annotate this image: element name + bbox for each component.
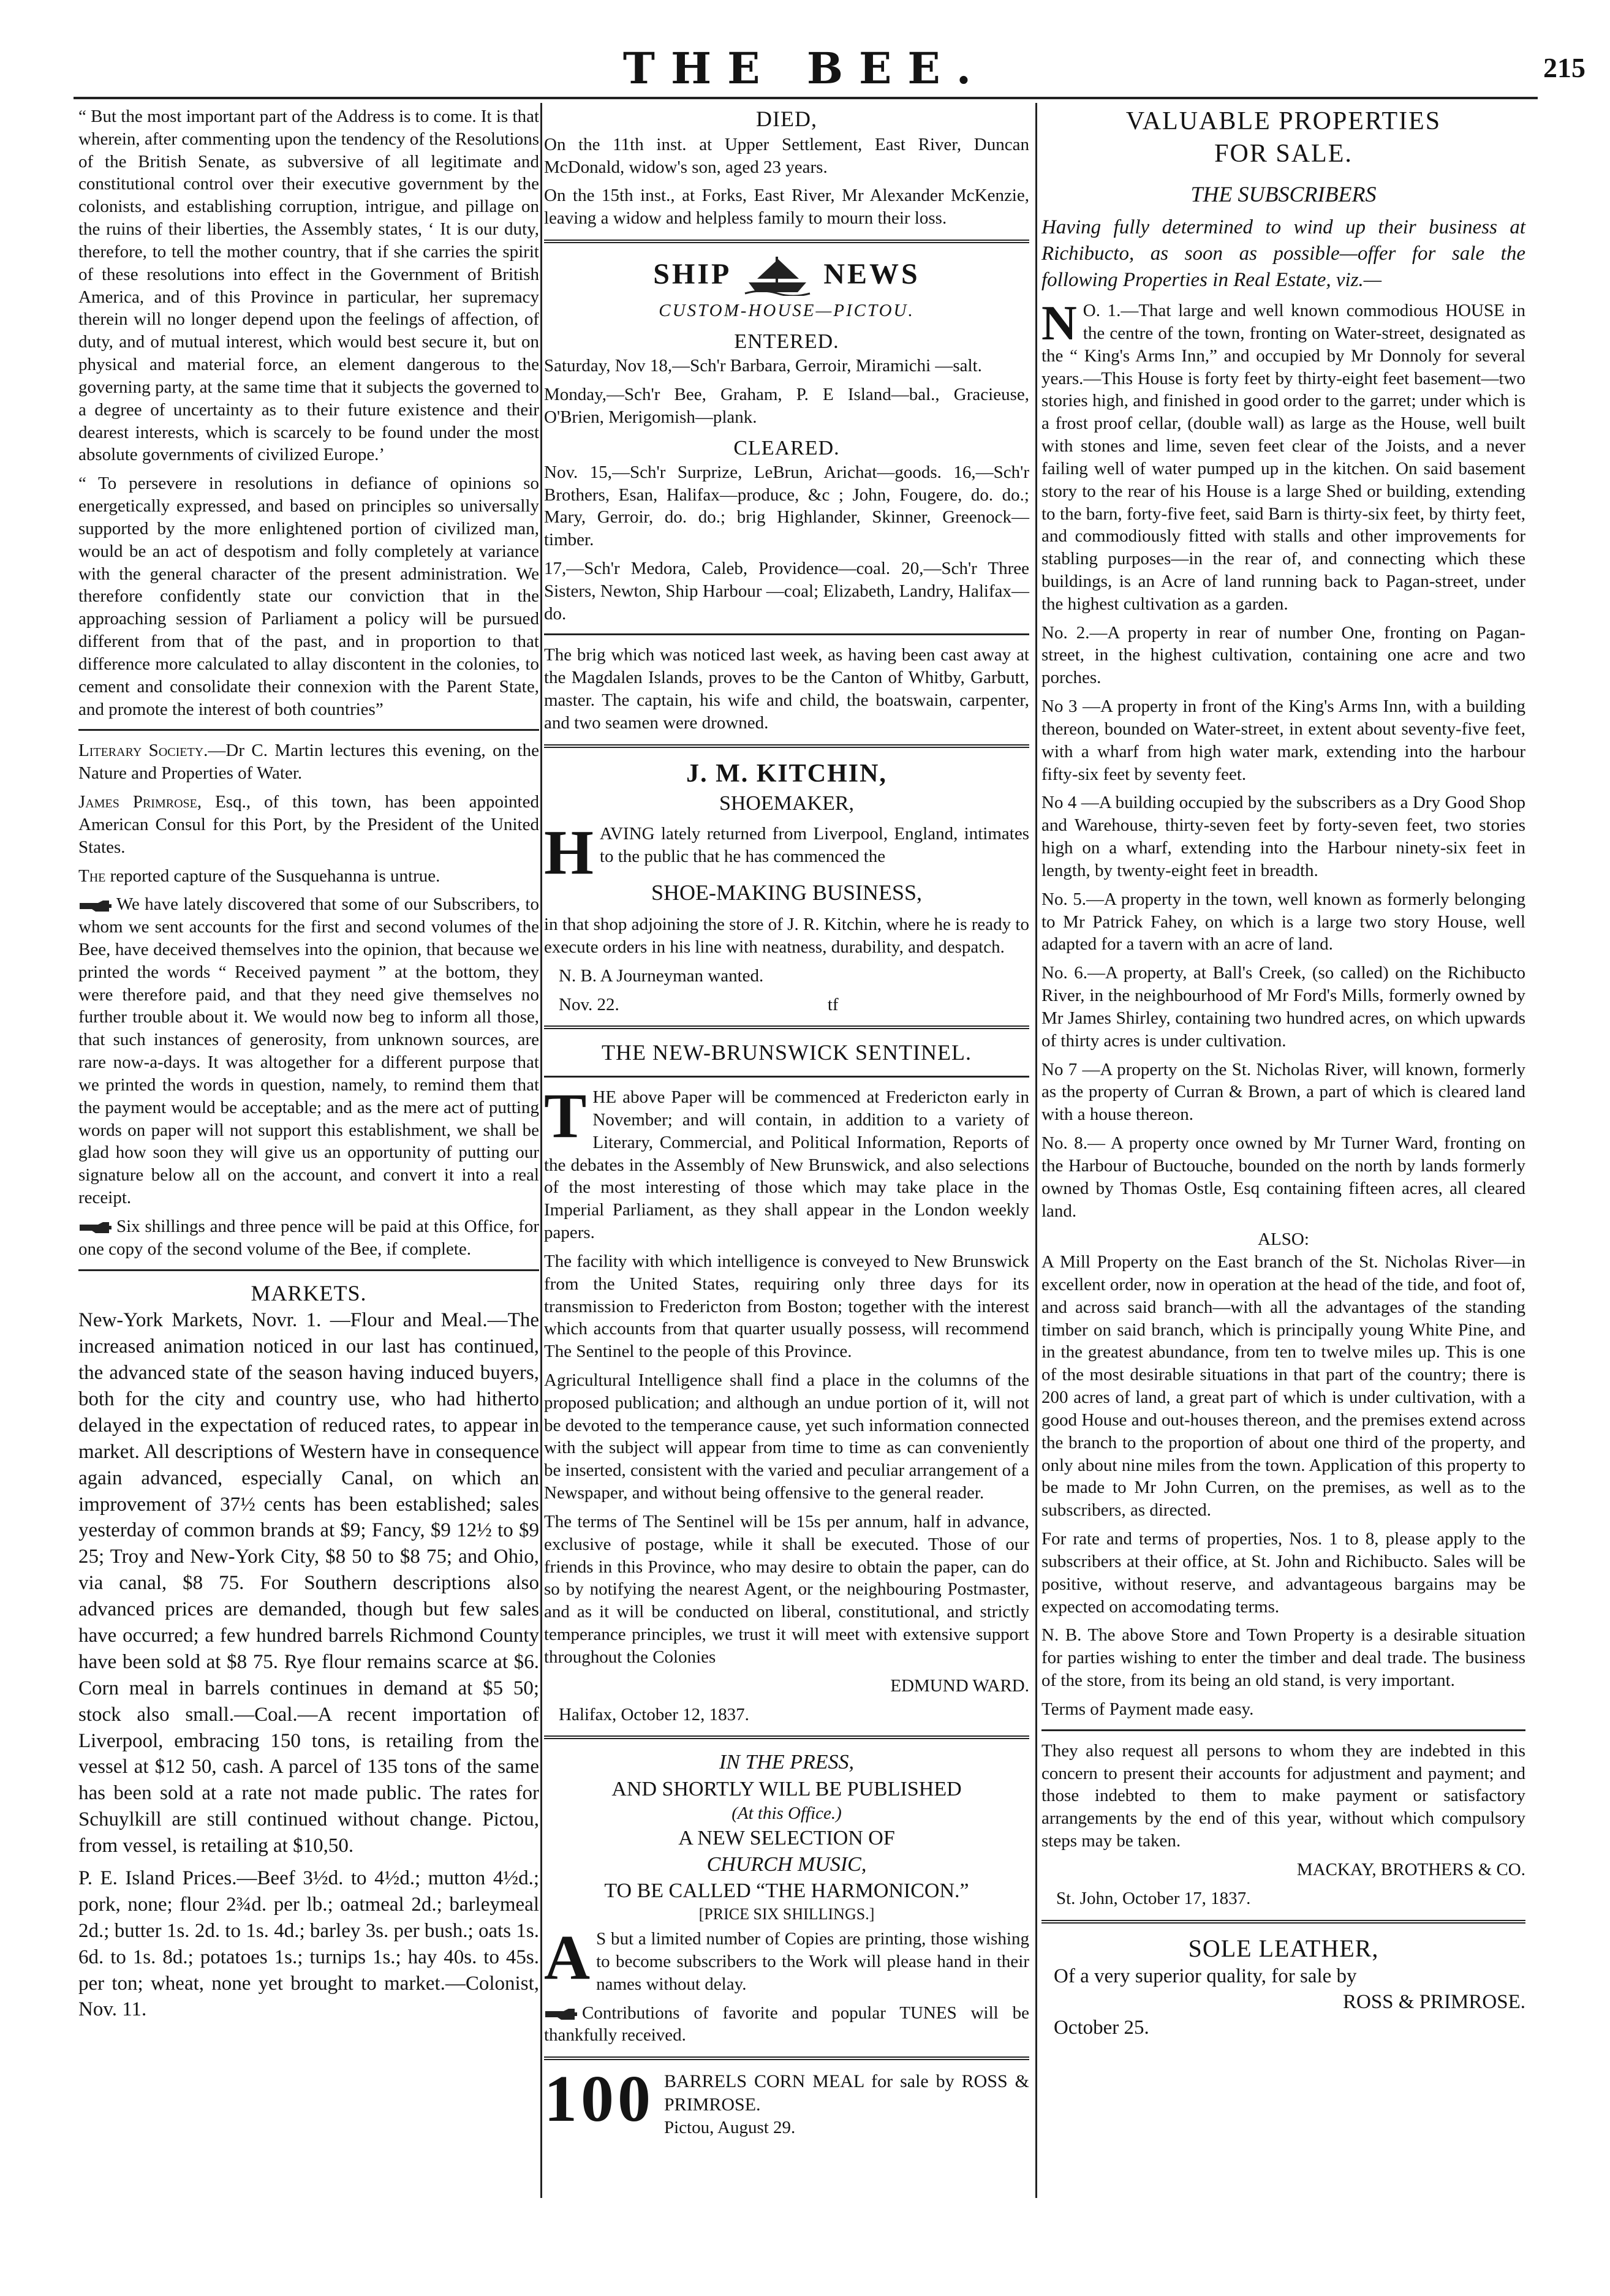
literary-society-notice: Literary Society.—Dr C. Martin lectures this evening, on the Nature and Properties of Water. (78, 741, 539, 784)
death-notice: On the 15th inst., at Forks, East River, Mr Alexander McKenzie, leaving a widow and helpless family to mourn their loss. (544, 186, 1029, 228)
kitchin-date-line: Nov. 22. tf (559, 994, 839, 1014)
press-line: A NEW SELECTION OF (678, 1826, 895, 1849)
also-heading: ALSO: (1258, 1229, 1309, 1250)
subscribers-notice: We have lately discovered that some of our Subscribers, to whom we sent accounts for the first and second volumes of the Bee, have deceived themselves into the opinion, that because we printed the words “ Received payment ” at the bottom, they were therefore paid, and that they need give themselves no further trouble about it. We would now beg to inform all those, that such instances of generosity, from unknown sources, are rare now-a-days. It was altogether for a different purpose that we printed the words in question, namely, to remind them that the payment would be acceptable; and as the mere act of putting words on paper will not support this establishment, we shall be glad how soon they will give us an opportunity of putting our signature below all on the account, and convert it into a real receipt. (78, 894, 539, 1208)
page-number: 215 (1543, 52, 1585, 83)
markets-heading: MARKETS. (251, 1280, 367, 1305)
property-no-1: N O. 1.—That large and well known commodious HOUSE in the centre of the town, fronting on Water-street, designated as the “ King's Arms Inn,” and occupied by Mr Donnoly for several years.—This House is forty feet by thirty-eight feet basement—two stories high, and finished in good order to the garret; under which is a frost proof cellar, (double wall) as large as the House, well built with stones and lime, seven feet clear of the Joists, and a never failing well of water pumped up in the kitchen. On said basement story to the rear of his House is a large Shed or building, extending to the barn, forty-five feet, said Barn is thirty-six feet, by thirty feet, and commodiously fitted with stalls and other improvements for stabling purposes—in the rear of, and connecting which these buildings, is an Acre of land running back to Pagan-street, under the highest cultivation as a garden. (1041, 296, 1525, 614)
divider (544, 1735, 1029, 1739)
died-heading: DIED, (756, 107, 817, 131)
sole-leather-heading: SOLE LEATHER, (1188, 1934, 1379, 1962)
mackay-date: St. John, October 17, 1837. (1056, 1888, 1251, 1908)
custom-house-line: CUSTOM-HOUSE—PICTOU. (659, 301, 915, 321)
properties-heading: VALUABLE PROPERTIES (1125, 107, 1442, 135)
divider (1041, 1729, 1525, 1731)
press-line: (At this Office.) (731, 1803, 842, 1823)
property-no-2: No. 2.—A property in rear of number One, fronting on Pagan-street, in the highest cultivation, containing one acre and two porches. (1041, 622, 1525, 688)
dropcap: T (544, 1081, 587, 1152)
new-york-markets: New-York Markets, Novr. 1. —Flour and Meal.—The increased animation noticed in our last has continued, the advanced state of the season having induced buyers, both for the city and country use, who had hitherto delayed in the expectation of reduced rates, to appear in market. All descriptions of Western have in consequence again advanced, especially Canal, on which an improvement of 37½ cents has been established; sales yesterday of common brands at $9; Fancy, $9 12½ to $9 25; Troy and New-York City, $8 50 to $8 75; and Ohio, via canal, $8 75. For Southern descriptions also advanced prices are demanded, though but few sales have occurred; a few hundred barrels Richmond County have been sold at $8 75. Rye flour remains scarce at $6. Corn meal in barrels continues in demand at $5 50; stock also small.—Coal.—A recent importation of Liverpool, embracing 150 tons, is retailing from the vessel at $12 50, cash. A parcel of 135 tons of the same has been sold at a rate not made public. The rates for Schuylkill are still continued without change. Pictou, from vessel, is retailing at $10,50. (78, 1309, 539, 1857)
volume-notice: Six shillings and three pence will be paid at this Office, for one copy of the second volume of the Bee, if complete. (78, 1216, 539, 1259)
divider (544, 1076, 1029, 1078)
masthead-rule (74, 97, 1538, 99)
pointing-hand-icon (544, 2007, 578, 2021)
sentinel-paragraph: THE above Paper will be commenced at Fredericton early in November; and will contain, in addition to a variety of Literary, Commercial, and Political Information, Reports of the debates in the Assembly of New Brunswick, and also selections of the most interesting of those which may take place in the Imperial Parliament, as they shall appear in the London weekly papers. (544, 1081, 1029, 1243)
terms-notice: For rate and terms of properties, Nos. 1 to 8, please apply to the subscribers at their office, at St. John and Richibucto. Sales will be positive, without reserve, and advantageous bargains may be expected on accomodating terms. (1041, 1529, 1525, 1617)
address-quote-paragraph: “ But the most important part of the Address is to come. It is that wherein, after commenting upon the tendency of the Resolutions of the British Senate, as subversive of all legitimate and constitutional control over their executive government by the colonists, and establishing corruption, intrigue, and pillage on the ruins of their liberties, the Assembly states, ‘ It is our duty, therefore, to tell the mother country, that if she carries the spirit of these resolutions into effect in the Government of British America, and of this Province in particular, her supremacy therein will no longer depend upon the feelings of affection, of duty, and of mutual interest, which would best secure it, but on physical and material force, an element dangerous to the governing party, at the same time that it subjects the governed to a degree of uncertainty as to their future existence and their dearest interests, which is scarcely to be found under the most absolute governments of civilized Europe.’ (78, 107, 539, 465)
property-no-5: No. 5.—A property in the town, well known as formerly belonging to Mr Patrick Fahey, on which is a large two story House, well adapted for a tavern with an acre of land. (1041, 889, 1525, 954)
column-divider-2 (1035, 103, 1037, 2198)
divider (544, 744, 1029, 748)
press-line: TO BE CALLED “THE HARMONICON.” (604, 1879, 969, 1902)
sentinel-paragraph: The terms of The Sentinel will be 15s per annum, half in advance, exclusive of postage, while it shall be executed. Those of our friends in this Province, who may desire to obtain the paper, can do so by notifying the nearest Agent, or the neighbouring Postmaster, and as it will be conducted on liberal, constitutional, and strictly temperance principles, we trust it will meet with extensive support throughout the Colonies (544, 1511, 1029, 1667)
price-line: [PRICE SIX SHILLINGS.] (698, 1905, 875, 1924)
mackay-signature: MACKAY, BROTHERS & CO. (1296, 1859, 1525, 1879)
pei-prices: P. E. Island Prices.—Beef 3½d. to 4½d.; mutton 4½d.; pork, none; flour 2¾d. per lb.; oatmeal 2d.; barleymeal 2d.; butter 1s. 2d. to 1s. 4d.; barley 3s. per bush.; oats 1s. 6d. to 1s. 8d.; potatoes 1s.; turnips 1s.; hay 40s. to 45s. per ton; wheat, none yet brought to market.—Colonist, Nov. 11. (78, 1867, 539, 2021)
pointing-hand-icon (78, 1221, 113, 1234)
ship-news-right: NEWS (823, 257, 920, 290)
entered-heading: ENTERED. (734, 330, 839, 353)
divider (544, 2056, 1029, 2060)
entered-entry: Monday,—Sch'r Bee, Graham, P. E Island—bal., Gracieuse, O'Brien, Merigomish—plank. (544, 384, 1029, 427)
ship-news-heading (544, 253, 1029, 296)
entered-entry: Saturday, Nov 18,—Sch'r Barbara, Gerroir, Miramichi —salt. (544, 356, 982, 376)
divider (544, 240, 1029, 243)
dropcap: N (1041, 296, 1077, 351)
barrels-text: BARRELS CORN MEAL for sale by ROSS & PRIMROSE. (664, 2071, 1029, 2115)
cleared-entry: Nov. 15,—Sch'r Surprize, LeBrun, Arichat—goods. 16,—Sch'r Brothers, Esan, Halifax—produce, &c ; John, Fougere, do. do.; Mary, Gerroir, do. do.; brig Highlander, Skinner, Greenock—timber. (544, 462, 1029, 550)
newspaper-title: THE BEE. (622, 43, 988, 94)
sentinel-paragraph: The facility with which intelligence is conveyed to New Brunswick from the United States, requiring only three days for its transmission to Fredericton from Boston; together with the interest which accounts from that quarter usually possess, will recommend The Sentinel to the people of this Province. (544, 1251, 1029, 1362)
properties-heading-2: FOR SALE. (1214, 140, 1353, 168)
divider (544, 633, 1029, 635)
nb-notice: N. B. The above Store and Town Property is a desirable situation for parties wishing to enter the timber and deal trade. The business of the store, from its being an old stand, is very important. (1041, 1625, 1525, 1691)
divider (1041, 1920, 1525, 1924)
cleared-entry: 17,—Sch'r Medora, Caleb, Providence—coal. 20,—Sch'r Three Sisters, Newton, Ship Harbour —coal; Elizabeth, Landry, Halifax—do. (544, 559, 1029, 624)
dropcap: A (544, 1922, 591, 1993)
press-notice: A S but a limited number of Copies are printing, those wishing to become subscribers to the Work will please hand in their names without delay. (544, 1922, 1029, 1994)
cleared-heading: CLEARED. (733, 436, 840, 459)
kitchin-subheading: SHOEMAKER, (719, 792, 855, 815)
barrels-date: Pictou, August 29. (664, 2118, 796, 2138)
kitchin-heading: J. M. KITCHIN, (686, 759, 887, 788)
sentinel-date: Halifax, October 12, 1837. (559, 1704, 749, 1724)
dropcap: H (544, 817, 594, 888)
ross-primrose-signature: ROSS & PRIMROSE. (1342, 1991, 1525, 2014)
property-no-3: No 3 —A property in front of the King's Arms Inn, with a building thereon, bounded on Water-street, in extent about seventy-five feet, with a wharf from high water mark, extending into the harbour fifty-six feet by seventy feet. (1041, 697, 1525, 784)
sentinel-paragraph: Agricultural Intelligence shall find a place in the columns of the proposed publication; and although an undue portion of it, will not be devoted to the temperance cause, yet such information connected with the subject will appear from time to time as can conveniently be inserted, consistent with the varied and peculiar arrangement of a Newspaper, and without being offensive to the general reader. (544, 1370, 1029, 1503)
susquehanna-notice: The reported capture of the Susquehanna is untrue. (78, 866, 440, 886)
brig-notice: The brig which was noticed last week, as having been cast away at the Magdalen Islands, proves to be the Canton of Whitby, Garbutt, master. The captain, his wife and child, the boatswain, carpenter, and two seamen were drowned. (544, 645, 1029, 733)
shoemaking-business: SHOE-MAKING BUSINESS, (651, 880, 923, 905)
mill-property: A Mill Property on the East branch of the St. Nicholas River—in excellent order, now in operation at the head of the tide, and foot of, and across said branch—with all the advantages of the standing timber on said branch, which is principally young White Pine, and in the greatest abundance, from ten to twelve miles up. This is one of the most desirable situations in that part of the country; there is 200 acres of land, a great part of which is under cultivation, with a good House and out-houses thereon, and the premises extend across the branch to the proportion of about one third of the property, and only about nine miles from the town. Application of this property to be made to Mr John Curren, on the premises, as well as to the subscribers, as directed. (1041, 1252, 1525, 1520)
column-left (78, 105, 539, 2029)
column-divider-1 (540, 103, 542, 2198)
request-notice: They also request all persons to whom they are indebted in this concern to present their accounts for adjustment and payment; and those indebted to them to make payment or satisfactory arrangements by the end of this year, without which compulsory steps may be taken. (1041, 1740, 1525, 1851)
property-no-7: No 7 —A property on the St. Nicholas River, will known, formerly as the property of Curran & Brown, a part of which is cleared land with a house thereon. (1041, 1059, 1525, 1125)
property-no-6: No. 6.—A property, at Ball's Creek, (so called) on the Richibucto River, in the neighbourhood of Mr Ford's Mills, formerly owned by Mr James Shirley, containing two hundred acres, on which upwards of thirty acres is under cultivation. (1041, 963, 1525, 1051)
property-no-8: No. 8.— A property once owned by Mr Turner Ward, fronting on the Harbour of Buctouche, bounded on the north by lands formerly owned by Thomas Ostle, Esq containing fifteen acres, all cleared land. (1041, 1133, 1525, 1221)
divider (78, 729, 539, 731)
sentinel-heading: THE NEW-BRUNSWICK SENTINEL. (602, 1040, 972, 1065)
divider (544, 1025, 1029, 1029)
divider (78, 1269, 539, 1271)
address-quote-paragraph-2: “ To persevere in resolutions in defiance of opinions so energetically expressed, and based on principles so universally supported by the more enlightened portion of civilized man, would be an act of despotism and folly completely at variance with the general character of the present administration. We therefore confidently state our conviction that in the approaching session of Parliament a policy will be pursued different from that of the past, and in proportion to that difference more calculated to allay discontent in the colonies, to cement and consolidate their connexion with the Parent State, and promote the interest of both countries” (78, 474, 539, 719)
kitchin-ad-body: in that shop adjoining the store of J. R. Kitchin, where he is ready to execute orders in his line with neatness, durability, and despatch. (544, 915, 1029, 957)
press-line: CHURCH MUSIC, (706, 1852, 867, 1876)
column-middle (544, 105, 1029, 2139)
press-heading: IN THE PRESS, (719, 1751, 855, 1774)
journeyman-wanted: N. B. A Journeyman wanted. (559, 965, 764, 986)
sentinel-signature: EDMUND WARD. (890, 1675, 1029, 1696)
property-no-4: No 4 —A building occupied by the subscribers as a Dry Good Shop and Warehouse, thirty-seven feet by forty-seven feet, two stories high on a wharf, extending into the Harbour ninety-six feet in length, by twenty-eight feet in breadth. (1041, 793, 1525, 880)
properties-intro: Having fully determined to wind up their business at Richibucto, as soon as possible—offer for sale the following Properties in Real Estate, viz.— (1041, 216, 1525, 292)
sole-leather-text: Of a very superior quality, for sale by (1054, 1965, 1357, 1988)
tunes-notice: Contributions of favorite and popular TUNES will be thankfully received. (544, 2003, 1029, 2045)
kitchin-ad: HAVING lately returned from Liverpool, England, intimates to the public that he has commenced the (544, 817, 1029, 888)
column-right (1041, 105, 1525, 2047)
consul-notice: James Primrose, Esq., of this town, has been appointed American Consul for this Port, by the President of the United States. (78, 792, 539, 857)
ship-icon (744, 253, 811, 296)
sole-leather-date: October 25. (1054, 2017, 1149, 2039)
pointing-hand-icon (78, 899, 113, 913)
terms-easy: Terms of Payment made easy. (1041, 1699, 1254, 1719)
corn-meal-ad (544, 2063, 1029, 2139)
death-notice: On the 11th inst. at Upper Settlement, East River, Duncan McDonald, widow's son, aged 23 years. (544, 134, 1029, 177)
barrels-number: 100 (544, 2063, 654, 2136)
ship-news-left: SHIP (653, 257, 732, 290)
subscribers-heading: THE SUBSCRIBERS (1190, 181, 1377, 206)
press-line: AND SHORTLY WILL BE PUBLISHED (611, 1777, 962, 1800)
